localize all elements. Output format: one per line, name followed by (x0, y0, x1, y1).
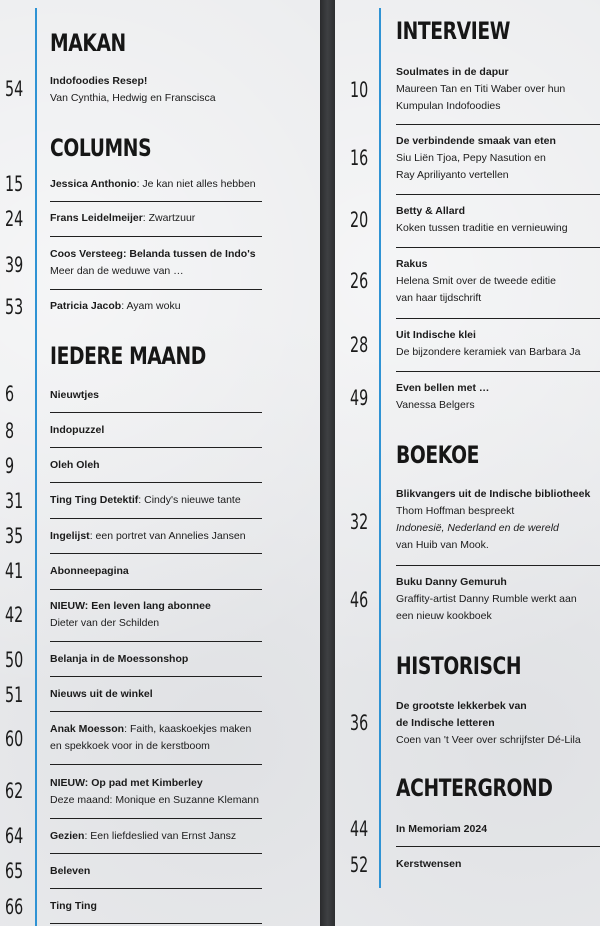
toc-entry[interactable] (396, 64, 600, 115)
divider-rule (50, 553, 262, 554)
entry-title: Soulmates in de dapur (396, 66, 509, 78)
entry-subtitle: : Zwartzuur (142, 212, 196, 224)
divider-rule (50, 236, 262, 237)
toc-entry[interactable] (396, 327, 600, 361)
toc-entry[interactable] (396, 486, 600, 554)
toc-entry[interactable] (50, 422, 265, 439)
page-number: 64 (5, 824, 24, 848)
entry-subtitle: : Een liefdeslied van Ernst Jansz (84, 830, 237, 842)
entry-description: Siu Liën Tjoa, Pepy Nasution en (396, 152, 546, 164)
toc-entry[interactable] (50, 863, 265, 880)
entry-title: Ting Ting Detektif (50, 494, 139, 506)
entry-description: Ray Apriliyanto vertellen (396, 169, 509, 181)
divider-rule (50, 818, 262, 819)
page-number: 32 (350, 510, 369, 534)
toc-entry[interactable] (396, 256, 600, 307)
page-number: 10 (350, 78, 369, 102)
entry-subtitle: : een portret van Annelies Jansen (89, 530, 246, 542)
page-number: 20 (350, 208, 369, 232)
right-page (335, 0, 600, 926)
toc-entry[interactable] (50, 686, 265, 703)
divider-rule (50, 412, 262, 413)
toc-entry[interactable] (396, 380, 600, 414)
toc-entry[interactable] (50, 73, 265, 107)
toc-entry[interactable] (50, 898, 265, 915)
entry-description: Maureen Tan en Titi Waber over hun (396, 83, 566, 95)
page-number: 39 (5, 253, 24, 277)
entry-title: Betty & Allard (396, 205, 466, 217)
page-number: 51 (5, 683, 24, 707)
entry-description: Coen van 't Veer over schrijfster Dé-Lila (396, 734, 581, 746)
page-number: 62 (5, 779, 24, 803)
entry-description: en spekkoek voor in de kerstboom (50, 740, 210, 752)
entry-title: Blikvangers uit de Indische bibliotheek (396, 488, 591, 500)
toc-entry[interactable] (50, 210, 265, 227)
entry-title: Ingelijst (50, 530, 90, 542)
divider-rule (50, 764, 262, 765)
toc-entry[interactable] (50, 457, 265, 474)
entry-subtitle: : Cindy's nieuwe tante (138, 494, 241, 506)
toc-entry[interactable] (50, 387, 265, 404)
toc-entry[interactable] (50, 721, 265, 755)
entry-title: Coos Versteeg: Belanda tussen de Indo's (50, 248, 256, 260)
entry-title: Even bellen met … (396, 382, 490, 394)
toc-entry[interactable] (396, 574, 600, 625)
entry-subtitle: : Je kan niet alles hebben (136, 178, 256, 190)
toc-entry[interactable] (50, 176, 265, 193)
entry-description: Van Cynthia, Hedwig en Franscisca (50, 92, 216, 104)
divider-rule (50, 711, 262, 712)
page-number: 24 (5, 207, 24, 231)
divider-rule (396, 124, 600, 125)
page-number: 6 (5, 382, 15, 406)
entry-title: Ting Ting (50, 900, 97, 912)
page-number: 8 (5, 419, 15, 443)
entry-description: Graffity-artist Danny Rumble werkt aan (396, 593, 577, 605)
page-number: 16 (350, 146, 369, 170)
entry-title: Nieuwtjes (50, 389, 100, 401)
entry-title: Beleven (50, 865, 91, 877)
entry-description: Thom Hoffman bespreekt (396, 505, 515, 517)
toc-entry[interactable] (50, 775, 265, 809)
toc-entry[interactable] (50, 651, 265, 668)
entry-description: Dieter van der Schilden (50, 617, 160, 629)
entry-title: Indofoodies Resep! (50, 75, 148, 87)
entry-description: een nieuw kookboek (396, 610, 492, 622)
page-number: 42 (5, 603, 24, 627)
page-number: 50 (5, 648, 24, 672)
page-number: 35 (5, 524, 24, 548)
toc-entry[interactable] (50, 563, 265, 580)
toc-entry[interactable] (50, 492, 265, 509)
toc-entry[interactable] (396, 133, 600, 184)
toc-entry[interactable] (396, 856, 600, 873)
divider-rule (396, 194, 600, 195)
entry-title: Jessica Anthonio (50, 178, 137, 190)
page-number: 31 (5, 489, 24, 513)
page-number: 53 (5, 295, 24, 319)
entry-subtitle: : Faith, kaaskoekjes maken (124, 723, 252, 735)
section-title-achtergrond: ACHTERGROND (396, 774, 553, 802)
toc-entry[interactable] (396, 203, 600, 237)
entry-title: Oleh Oleh (50, 459, 100, 471)
entry-title: Anak Moesson (50, 723, 125, 735)
entry-description: van Huib van Mook. (396, 539, 489, 551)
entry-title: Indopuzzel (50, 424, 105, 436)
entry-title: NIEUW: Een leven lang abonnee (50, 600, 211, 612)
page-number: 28 (350, 333, 369, 357)
entry-title: Frans Leidelmeijer (50, 212, 143, 224)
page-number: 52 (350, 853, 369, 877)
page-number: 60 (5, 727, 24, 751)
entry-description: Vanessa Belgers (396, 399, 475, 411)
entry-title: Patricia Jacob (50, 300, 122, 312)
page-number: 54 (5, 77, 24, 101)
page-number: 15 (5, 172, 24, 196)
entry-description: Kumpulan Indofoodies (396, 100, 501, 112)
divider-rule (396, 247, 600, 248)
toc-entry[interactable] (396, 821, 600, 838)
blue-divider-line (379, 8, 381, 888)
divider-rule (50, 923, 262, 924)
section-title-iedere-maand: IEDERE MAAND (50, 342, 206, 370)
toc-entry[interactable] (50, 828, 265, 845)
page-number: 65 (5, 859, 24, 883)
divider-rule (50, 518, 262, 519)
page-number: 66 (5, 895, 24, 919)
page-gutter (320, 0, 335, 926)
toc-entry[interactable] (50, 246, 265, 280)
page-number: 36 (350, 711, 369, 735)
toc-entry[interactable] (50, 528, 265, 545)
section-title-historisch: HISTORISCH (396, 652, 522, 680)
entry-subtitle: : Ayam woku (121, 300, 181, 312)
entry-title: De verbindende smaak van eten (396, 135, 556, 147)
section-title-boekoe: BOEKOE (396, 441, 479, 469)
blue-divider-line (35, 8, 37, 926)
page-number: 41 (5, 559, 24, 583)
divider-rule (396, 565, 600, 566)
toc-entry[interactable] (50, 598, 265, 632)
entry-title: Gezien (50, 830, 85, 842)
entry-description: Deze maand: Monique en Suzanne Klemann (50, 794, 259, 806)
entry-title: In Memoriam 2024 (396, 823, 488, 835)
entry-title: Nieuws uit de winkel (50, 688, 153, 700)
divider-rule (50, 447, 262, 448)
section-title-columns: COLUMNS (50, 134, 152, 162)
entry-title: Abonneepagina (50, 565, 129, 577)
entry-description: Helena Smit over de tweede editie (396, 275, 556, 287)
entry-title: NIEUW: Op pad met Kimberley (50, 777, 203, 789)
divider-rule (50, 201, 262, 202)
divider-rule (50, 676, 262, 677)
entry-book-title: Indonesië, Nederland en de wereld (396, 522, 559, 534)
toc-entry[interactable] (50, 298, 265, 315)
divider-rule (396, 846, 600, 847)
entry-title: De grootste lekkerbek van (396, 700, 527, 712)
section-title-makan: MAKAN (50, 29, 126, 57)
entry-title: Kerstwensen (396, 858, 462, 870)
toc-entry[interactable] (396, 698, 600, 749)
divider-rule (396, 318, 600, 319)
page-number: 49 (350, 386, 369, 410)
page-number: 46 (350, 588, 369, 612)
divider-rule (50, 888, 262, 889)
divider-rule (396, 371, 600, 372)
entry-title: Uit Indische klei (396, 329, 476, 341)
page-number: 9 (5, 454, 15, 478)
divider-rule (50, 853, 262, 854)
entry-title: de Indische letteren (396, 717, 495, 729)
section-title-interview: INTERVIEW (396, 17, 510, 45)
entry-description: De bijzondere keramiek van Barbara Ja (396, 346, 581, 358)
entry-description: Koken tussen traditie en vernieuwing (396, 222, 568, 234)
divider-rule (50, 289, 262, 290)
entry-title: Buku Danny Gemuruh (396, 576, 507, 588)
page-number: 44 (350, 817, 369, 841)
entry-title: Belanja in de Moessonshop (50, 653, 189, 665)
divider-rule (50, 589, 262, 590)
divider-rule (50, 641, 262, 642)
divider-rule (50, 482, 262, 483)
entry-description: van haar tijdschrift (396, 292, 482, 304)
page-number: 26 (350, 269, 369, 293)
entry-title: Rakus (396, 258, 428, 270)
entry-description: Meer dan de weduwe van … (50, 265, 184, 277)
